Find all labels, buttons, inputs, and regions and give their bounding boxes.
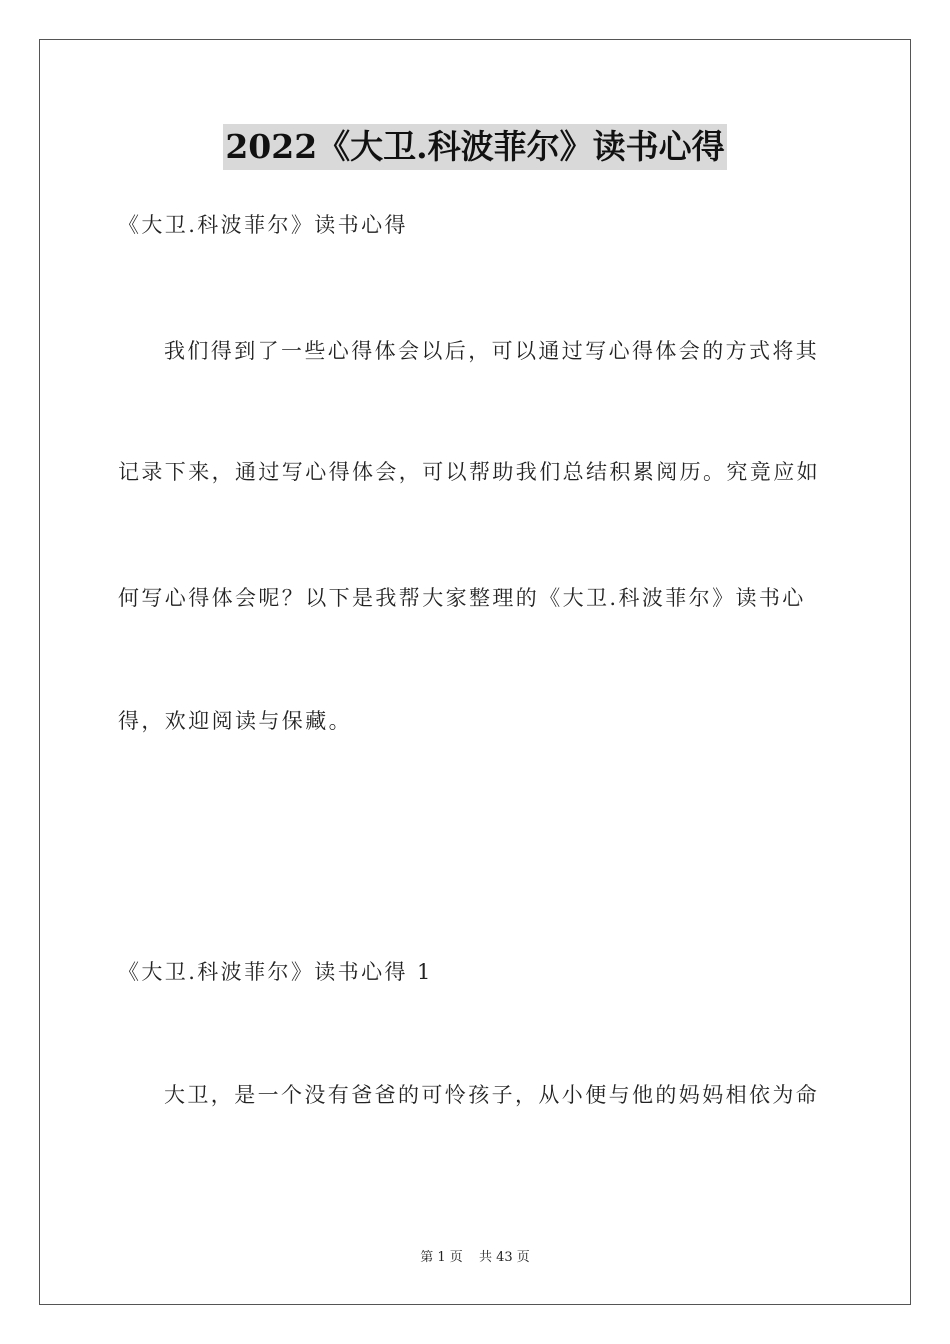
title-container [0, 124, 950, 170]
paragraph-line: 大卫，是一个没有爸爸的可怜孩子，从小便与他的妈妈相依为命 [164, 1083, 820, 1107]
paragraph-line: 何写心得体会呢？以下是我帮大家整理的《大卫.科波菲尔》读书心 [118, 586, 806, 610]
paragraph-line: 得，欢迎阅读与保藏。 [118, 709, 352, 733]
document-title: 2022《大卫.科波菲尔》读书心得 [223, 124, 726, 170]
page-number: 第 1 页 [420, 1250, 463, 1265]
paragraph-line: 我们得到了一些心得体会以后，可以通过写心得体会的方式将其 [164, 339, 820, 363]
page-total: 共 43 页 [478, 1250, 530, 1265]
section-heading: 《大卫.科波菲尔》读书心得 1 [118, 960, 433, 984]
subtitle: 《大卫.科波菲尔》读书心得 [118, 213, 408, 237]
page-footer [0, 1246, 950, 1265]
paragraph-line: 记录下来，通过写心得体会，可以帮助我们总结积累阅历。究竟应如 [118, 460, 820, 484]
